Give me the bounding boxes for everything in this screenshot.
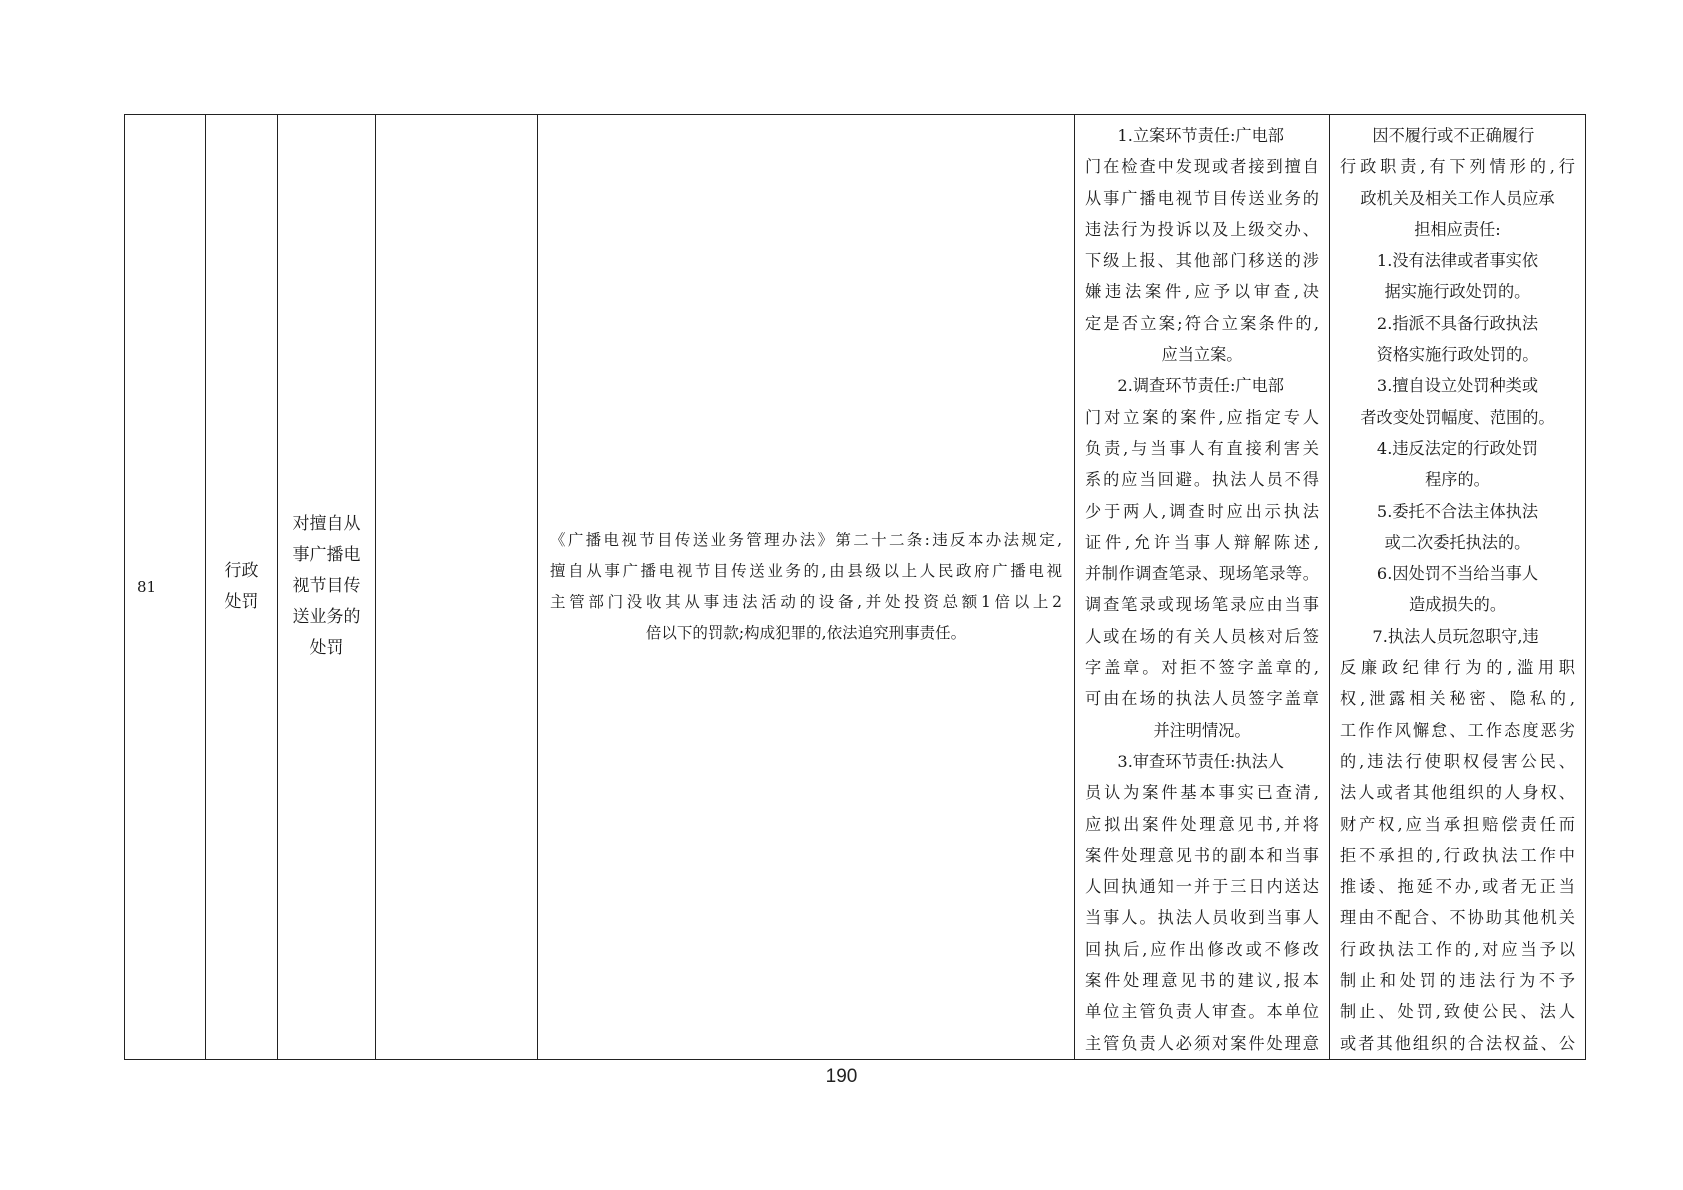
legal-basis [538,115,1075,1060]
item-name-line: 处罚 [309,638,344,659]
accountability-items [1330,115,1586,1060]
responsibility-line: 2.调查环节责任:广电部 [1117,376,1284,396]
responsibility-line: 主管负责人必须对案件处理意 [1085,1033,1319,1053]
responsibility-line: 案件处理意见书的副本和当事 [1085,845,1319,865]
accountability-line: 资格实施行政处罚的。 [1376,345,1539,365]
accountability-line: 行政职责,有下列情形的,行 [1340,157,1575,177]
item-name-line: 事广播电 [292,545,361,566]
responsibility-line: 应当立案。 [1161,345,1243,365]
responsibility-line: 可由在场的执法人员签字盖章 [1085,689,1319,709]
responsibility-line: 3.审查环节责任:执法人 [1117,751,1284,771]
responsibility-line: 定是否立案;符合立案条件的, [1085,313,1319,333]
accountability-line: 7.执法人员玩忽职守,违 [1372,626,1539,646]
accountability-line: 程序的。 [1425,470,1490,490]
responsibility-line: 当事人。执法人员收到当事人 [1085,908,1319,928]
accountability-line: 或者其他组织的合法权益、公 [1340,1033,1575,1053]
basis-line: 主管部门没收其从事违法活动的设备,并处投资总额1倍以上2 [550,592,1062,611]
accountability-line: 财产权,应当承担赔偿责任而 [1340,814,1575,834]
responsibility-line: 门在检查中发现或者接到擅自 [1085,157,1319,177]
responsibility-line: 证件,允许当事人辩解陈述, [1085,532,1319,552]
accountability-line: 2.指派不具备行政执法 [1376,313,1539,333]
responsibility-line: 负责,与当事人有直接利害关 [1085,438,1319,458]
accountability-line: 据实施行政处罚的。 [1384,282,1531,302]
responsibility-line: 嫌违法案件,应予以审查,决 [1085,282,1319,302]
accountability-line: 反廉政纪律行为的,滥用职 [1340,658,1575,678]
accountability-line: 或二次委托执法的。 [1384,532,1531,552]
accountability-line: 工作作风懈怠、工作态度恶劣 [1340,720,1575,740]
responsibility-line: 单位主管负责人审查。本单位 [1085,1002,1319,1022]
category-line: 处罚 [224,591,259,612]
accountability-line: 1.没有法律或者事实依 [1376,251,1539,271]
accountability-line: 制止、处罚,致使公民、法人 [1340,1002,1575,1022]
accountability-line: 行政执法工作的,对应当予以 [1340,939,1575,959]
accountability-line: 担相应责任: [1414,219,1501,239]
responsibility-line: 并注明情况。 [1153,720,1251,740]
responsibility-line: 人回执通知一并于三日内送达 [1085,877,1319,897]
accountability-line: 权,泄露相关秘密、隐私的, [1340,689,1575,709]
accountability-line: 法人或者其他组织的人身权、 [1340,783,1575,803]
item-name-line: 送业务的 [292,607,361,628]
basis-line: 《广播电视节目传送业务管理办法》第二十二条:违反本办法规定, [550,530,1062,549]
responsibility-line: 应拟出案件处理意见书,并将 [1085,814,1319,834]
accountability-line: 造成损失的。 [1408,595,1507,615]
page-number: 190 [825,1066,858,1087]
empty-cell [376,115,538,1060]
accountability-line: 因不履行或不正确履行 [1372,126,1535,145]
accountability-line: 的,违法行使职权侵害公民、 [1340,751,1575,771]
item-name [278,115,376,1060]
responsibility-line: 系的应当回避。执法人员不得 [1085,470,1319,490]
responsibility-line: 少于两人,调查时应出示执法 [1085,501,1319,521]
accountability-line: 者改变处罚幅度、范围的。 [1360,407,1555,427]
accountability-line: 拒不承担的,行政执法工作中 [1340,845,1575,865]
basis-line: 倍以下的罚款;构成犯罪的,依法追究刑事责任。 [645,623,967,642]
accountability-line: 5.委托不合法主体执法 [1376,501,1539,521]
responsibility-line: 从事广播电视节目传送业务的 [1085,188,1319,208]
responsibility-line: 并制作调查笔录、现场笔录等。 [1085,564,1319,584]
accountability-line: 4.违反法定的行政处罚 [1376,438,1539,458]
responsibility-line: 字盖章。对拒不签字盖章的, [1085,658,1319,678]
accountability-line: 制止和处罚的违法行为不予 [1340,971,1575,991]
category-line: 行政 [224,560,259,581]
responsibility-line: 下级上报、其他部门移送的涉 [1085,251,1319,271]
responsibility-line: 回执后,应作出修改或不修改 [1085,939,1319,959]
basis-line: 擅自从事广播电视节目传送业务的,由县级以上人民政府广播电视 [550,561,1062,580]
responsibility-line: 人或在场的有关人员核对后签 [1085,626,1319,646]
responsibility-items [1075,115,1330,1060]
responsibility-line: 调查笔录或现场笔录应由当事 [1085,595,1319,615]
item-number: 81 [125,115,206,1060]
table-row [125,115,1586,1060]
accountability-line: 3.擅自设立处罚种类或 [1376,376,1539,396]
responsibility-line: 1.立案环节责任:广电部 [1117,126,1284,145]
accountability-line: 政机关及相关工作人员应承 [1360,188,1555,208]
responsibility-line: 违法行为投诉以及上级交办、 [1085,219,1319,239]
accountability-line: 理由不配合、不协助其他机关 [1340,908,1575,928]
item-category [206,115,278,1060]
responsibility-line: 门对立案的案件,应指定专人 [1085,407,1319,427]
responsibility-line: 员认为案件基本事实已查清, [1085,783,1319,803]
accountability-line: 6.因处罚不当给当事人 [1376,564,1539,584]
power-list-table [124,114,1586,1060]
accountability-line: 推诿、拖延不办,或者无正当 [1340,877,1575,897]
item-name-line: 视节目传 [292,576,361,597]
item-name-line: 对擅自从 [292,514,361,535]
responsibility-line: 案件处理意见书的建议,报本 [1085,971,1319,991]
